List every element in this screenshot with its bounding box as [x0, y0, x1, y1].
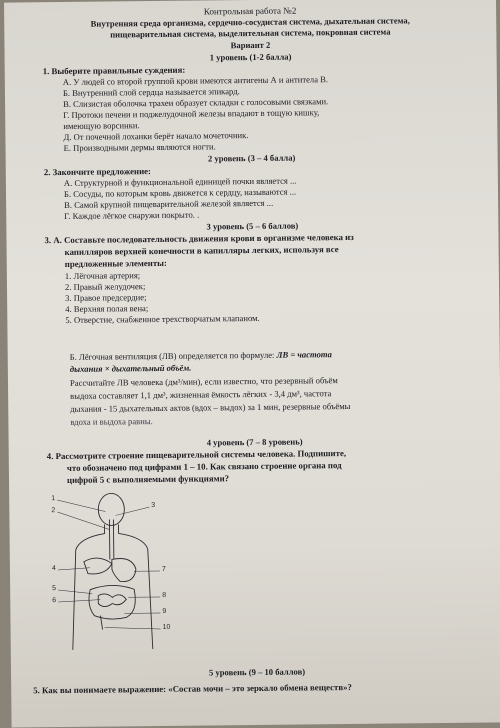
worksheet-subtitle-line2: пищеварительная система, выделительная система, покровная система [4, 25, 496, 41]
task4-instruction-line: 4. Рассмотрите строение пищеварительной системы человека. Подпишите, [47, 448, 346, 462]
task3b-text-line: дыхания - 15 дыхательных актов (вдох – выдох) за 1 мин, резервные объёмы [70, 401, 350, 415]
task3a-instruction-line2: капилляров верхней конечности в капилляры легких, используя все [65, 244, 339, 258]
task2-item: Г. Каждое лёгкое снаружи покрыто. . [64, 210, 199, 222]
task4-instruction-line: цифрой 5 с выполняемыми функциями? [67, 473, 229, 486]
task3a-instruction-line1: 3. А. Составьте последовательность движения крови в организме человека из [44, 232, 353, 246]
level2-heading: 2 уровень (3 – 4 балла) [6, 150, 498, 166]
digestive-system-figure [49, 489, 201, 651]
task3b-formula-line1 [70, 349, 332, 363]
task1-item: А. У людей со второй группой крови имеются антигены А и антитела В. [63, 74, 328, 88]
task1-item: Г. Протоки печени и поджелудочной железы впадают в тощую кишку, [63, 107, 319, 121]
figure-label-7: 7 [162, 566, 166, 573]
task3b-formula-line2: дыхания × дыхательный объём. [70, 363, 192, 375]
figure-label-4: 4 [52, 565, 56, 572]
task3b-text-line: вдоха и выдоха равны. [70, 416, 152, 428]
task3a-item: 2. Правый желудочек; [65, 281, 145, 293]
task2-item: А. Структурной и функциональной единицей почки является ... [64, 176, 297, 189]
task3b-formula-start: ЛВ = частота [277, 349, 332, 360]
task1-item: Д. От почечной лоханки берёт начало мочеточник. [63, 130, 248, 143]
task2-item: Б. Сосуды, по которым кровь движется к сердцу, называются ... [64, 187, 296, 200]
task3a-instruction-line3: предложенные элементы: [65, 258, 167, 270]
task2-instruction: 2. Закончите предложение: [44, 166, 151, 178]
liver [84, 558, 112, 574]
figure-label-5: 5 [52, 585, 56, 592]
large-intestine [89, 585, 136, 619]
worksheet-subtitle-line1: Внутренняя среда организма, сердечно-сосудистая система, дыхательная система, [4, 14, 496, 30]
figure-label-8: 8 [162, 592, 166, 599]
task4-instruction-line: что обозначено под цифрами 1 – 10. Как связано строение органа под [67, 460, 342, 474]
digestive-system-drawing [49, 489, 201, 651]
figure-label-2: 2 [51, 507, 55, 514]
task3a-item: 4. Верхняя полая вена; [65, 303, 148, 315]
level4-heading: 4 уровень (7 – 8 уровень) [9, 434, 500, 450]
worksheet-title: Контрольная работа №2 [4, 3, 496, 19]
body-outline-left [71, 525, 105, 650]
worksheet-page [4, 0, 500, 728]
task5-question: 5. Как вы понимаете выражение: «Состав мочи – это зеркало обмена веществ»? [33, 682, 352, 696]
level5-heading: 5 уровень (9 – 10 баллов) [11, 664, 500, 680]
task3a-item: 3. Правое предсердие; [65, 292, 146, 304]
figure-label-1: 1 [51, 495, 55, 502]
level1-heading: 1 уровень (1-2 балла) [5, 49, 497, 65]
task3a-item: 5. Отверстие, снабженное трехстворчатым клапаном. [65, 313, 259, 326]
stomach [112, 558, 136, 581]
task1-item: Б. Внутренний слой сердца называется эпикард. [63, 86, 240, 99]
figure-label-9: 9 [162, 608, 166, 615]
head-outline [98, 493, 124, 525]
figure-label-6: 6 [52, 597, 56, 604]
task1-instruction: 1. Выберите правильные суждения: [43, 65, 186, 77]
figure-label-10: 10 [163, 624, 171, 631]
task1-item: имеющую ворсинки. [63, 120, 139, 132]
task1-item: В. Слизистая оболочка трахеи образует складки с голосовыми связками. [63, 96, 328, 110]
task3b-intro: Б. Лёгочная вентиляция (ЛВ) определяется по формуле: [70, 350, 277, 362]
task3b-text-line: Рассчитайте ЛВ человека (дм³/мин), если известно, что резервный объём [70, 375, 338, 389]
task1-item: Е. Производными дермы являются ногти. [63, 141, 215, 154]
task2-item: В. Самой крупной пищеварительной железой является ... [64, 198, 273, 211]
small-intestine [98, 594, 126, 607]
level3-heading: 3 уровень (5 – 6 баллов) [6, 218, 498, 234]
variant-label: Вариант 2 [4, 37, 496, 53]
figure-label-3: 3 [151, 502, 155, 509]
task3b-text-line: выдоха составляет 1,1 дм³, жизненная ёмкость лёгких - 3,4 дм³, частота [70, 388, 331, 402]
task3a-item: 1. Лёгочная артерия; [65, 270, 140, 282]
